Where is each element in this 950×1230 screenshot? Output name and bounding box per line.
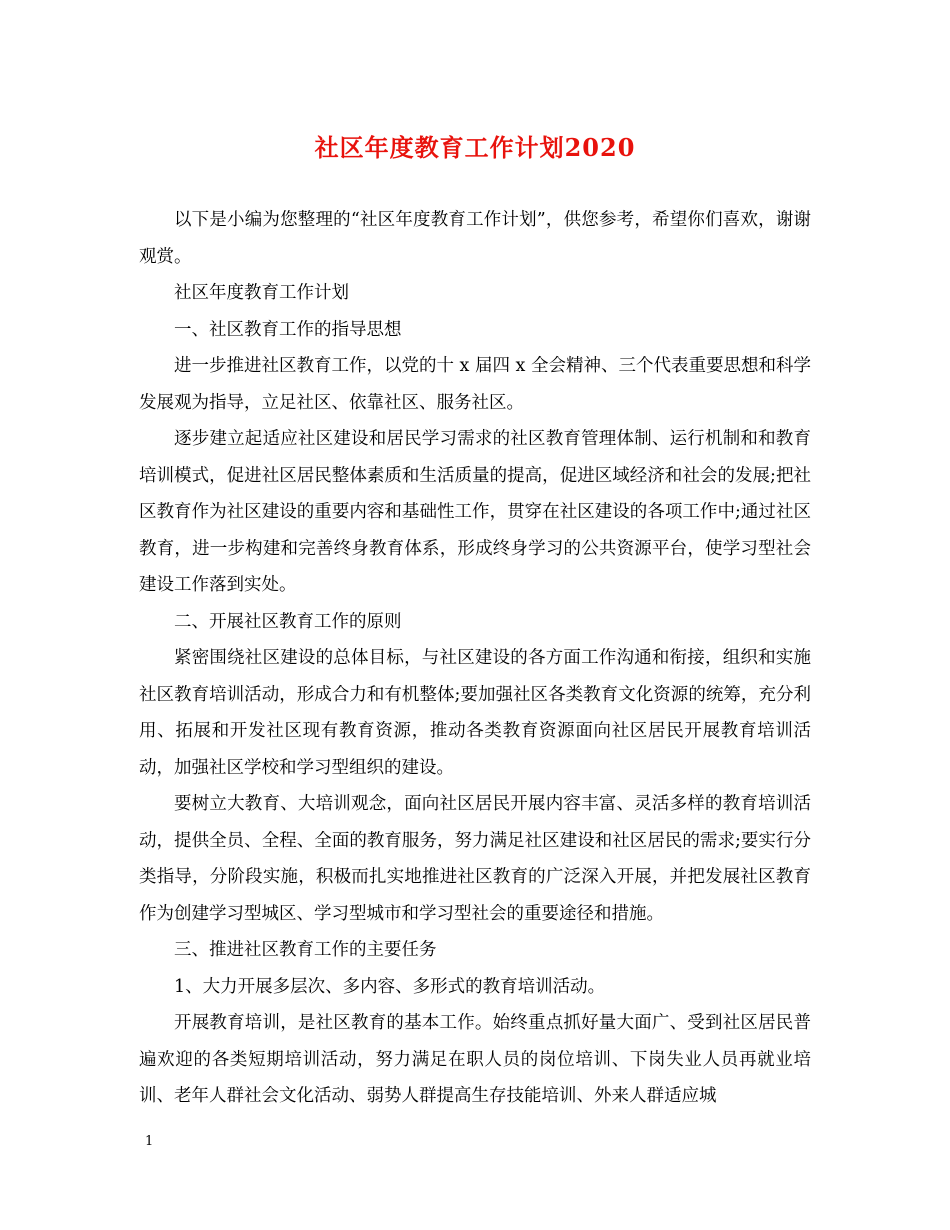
body-paragraph: 紧密围绕社区建设的总体目标，与社区建设的各方面工作沟通和衔接，组织和实施社区教育培训活动，形成合力和有机整体;要加强社区各类教育文化资源的统筹，充分利用、拓展和开发社区现有教育资源，推动各类教育资源面向社区居民开展教育培训活动，加强社区学校和学习型组织的建设。 <box>139 648 811 778</box>
body-paragraph: 逐步建立起适应社区建设和居民学习需求的社区教育管理体制、运行机制和和教育培训模式，促进社区居民整体素质和生活质量的提高，促进区域经济和社会的发展;把社区教育作为社区建设的重要内容和基础性工作，贯穿在社区建设的各项工作中;通过社区教育，进一步构建和完善终身教育体系，形成终身学习的公共资源平台，使学习型社会建设工作落到实处。 <box>139 429 811 595</box>
section-heading-2: 二、开展社区教育工作的原则 <box>174 611 402 632</box>
document-body <box>139 202 811 1115</box>
section-heading-1: 一、社区教育工作的指导思想 <box>174 319 402 340</box>
body-paragraph: 要树立大教育、大培训观念，面向社区居民开展内容丰富、灵活多样的教育培训活动，提供全员、全程、全面的教育服务，努力满足社区建设和社区居民的需求;要实行分类指导，分阶段实施，积极而扎实地推进社区教育的广泛深入开展，并把发展社区教育作为创建学习型城区、学习型城市和学习型社会的重要途径和措施。 <box>139 794 811 924</box>
body-paragraph: 进一步推进社区教育工作，以党的十 x 届四 x 全会精神、三个代表重要思想和科学发展观为指导，立足社区、依靠社区、服务社区。 <box>139 356 811 413</box>
page-number: 1 <box>145 1134 154 1149</box>
intro-paragraph: 以下是小编为您整理的“社区年度教育工作计划”，供您参考，希望你们喜欢，谢谢观赏。 <box>139 210 811 267</box>
section-heading-3: 三、推进社区教育工作的主要任务 <box>174 940 437 960</box>
document-title: 社区年度教育工作计划2020 <box>314 133 636 162</box>
plan-heading: 社区年度教育工作计划 <box>174 283 349 303</box>
body-paragraph: 开展教育培训，是社区教育的基本工作。始终重点抓好量大面广、受到社区居民普遍欢迎的各类短期培训活动，努力满足在职人员的岗位培训、下岗失业人员再就业培训、老年人群社会文化活动、弱势人群提高生存技能培训、外来人群适应城 <box>139 1013 811 1106</box>
subsection-heading: 1、大力开展多层次、多内容、多形式的教育培训活动。 <box>174 976 606 997</box>
